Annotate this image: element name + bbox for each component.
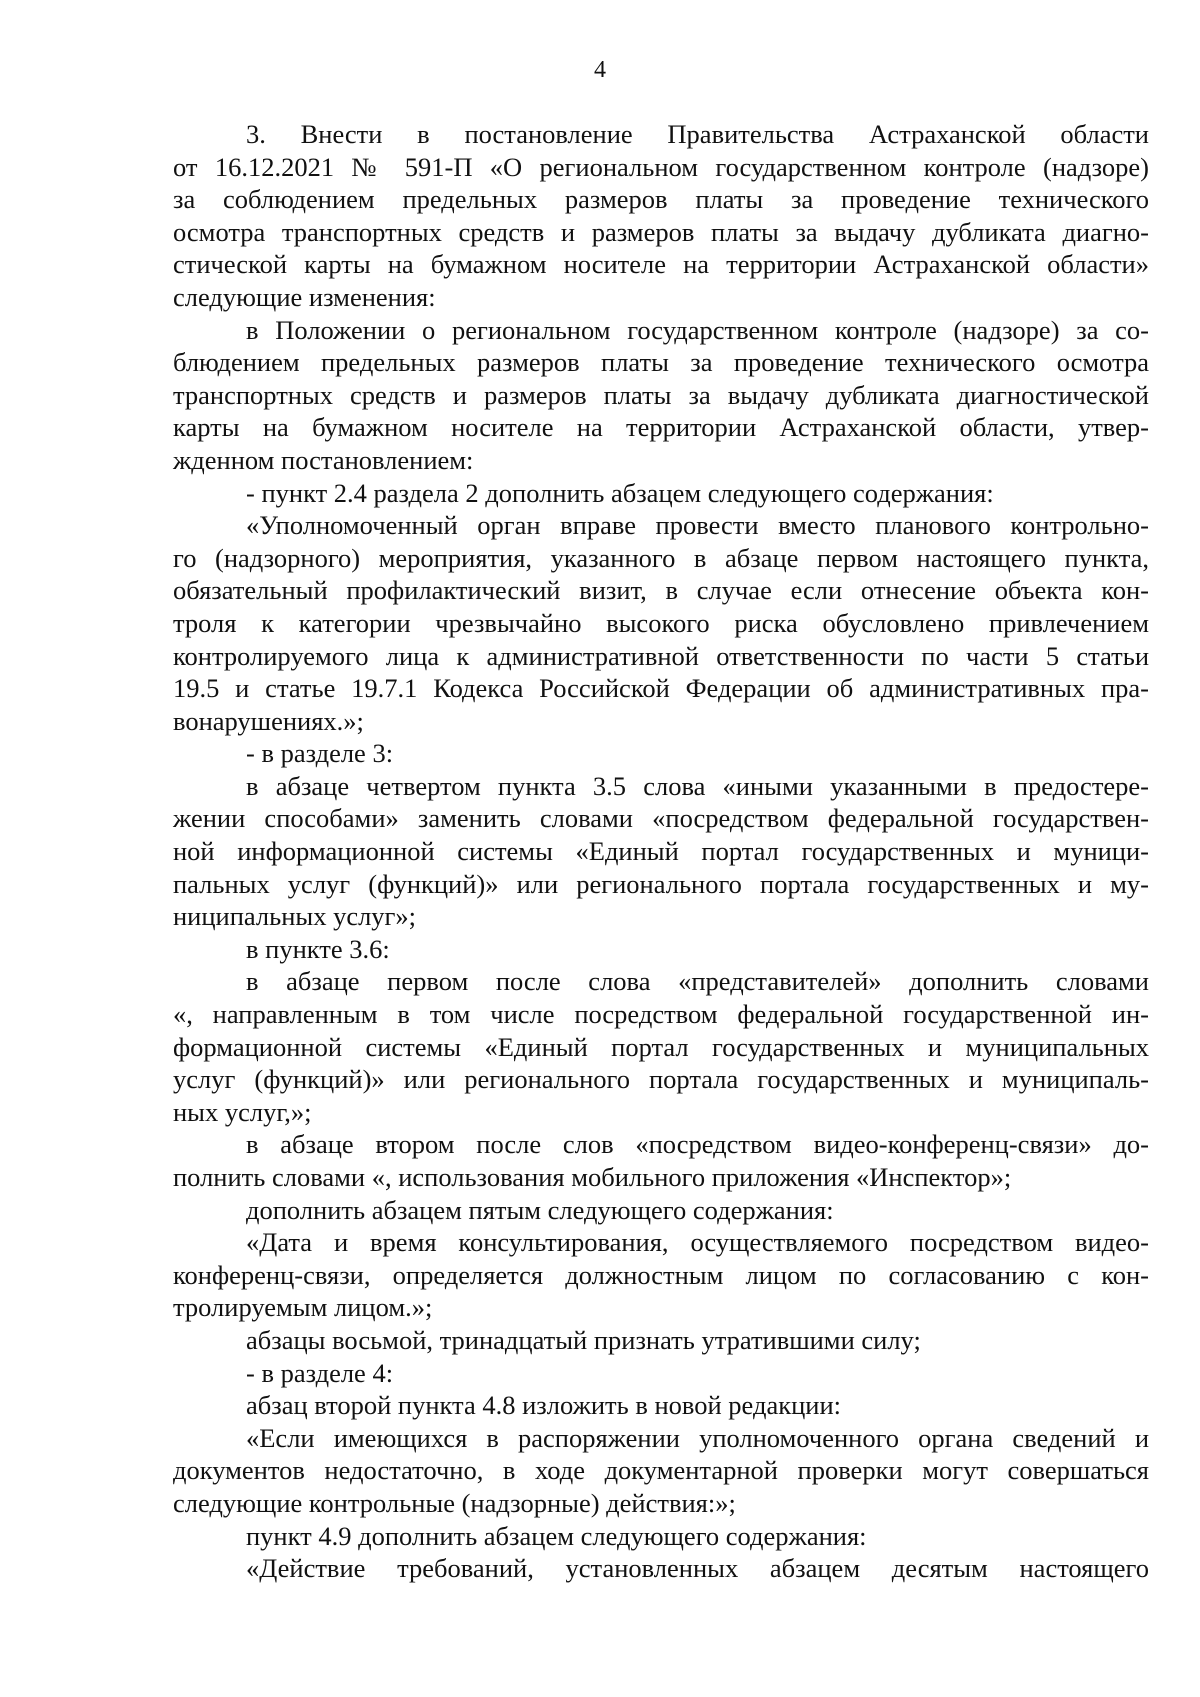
text-line: вонарушениях.»; xyxy=(173,705,364,736)
text-line: осмотра транспортных средств и размеров платы за выдачу дубликата диагно- xyxy=(173,216,1149,247)
text-line: 3. Внести в постановление Правительства Астраханской области xyxy=(246,119,1149,149)
text-line: абзацы восьмой, тринадцатый признать утратившими силу; xyxy=(246,1324,921,1355)
text-line: формационной системы «Единый портал государственных и муниципальных xyxy=(173,1031,1149,1062)
text-line: - в разделе 3: xyxy=(246,738,394,769)
text-line: контролируемого лица к административной ответственности по части 5 статьи xyxy=(173,640,1149,671)
text-line: полнить словами «, использования мобильного приложения «Инспектор»; xyxy=(173,1162,1012,1192)
text-line: за соблюдением предельных размеров платы за проведение технического xyxy=(173,184,1149,215)
text-line: «, направленным в том числе посредством федеральной государственной ин- xyxy=(173,999,1149,1030)
text-line: жденном постановлением: xyxy=(173,444,474,475)
page-number: 4 xyxy=(594,57,606,83)
text-line: карты на бумажном носителе на территории Астраханской области, утвер- xyxy=(173,412,1149,443)
text-line: стической карты на бумажном носителе на территории Астраханской области» xyxy=(173,249,1149,280)
text-line: ниципальных услуг»; xyxy=(173,901,417,932)
text-line: пальных услуг (функций)» или регионального портала государственных и му- xyxy=(173,868,1149,899)
text-line: услуг (функций)» или регионального портала государственных и муниципаль- xyxy=(173,1064,1149,1095)
text-line: документов недостаточно, в ходе документарной проверки могут совершаться xyxy=(173,1455,1149,1486)
text-line: конференц-связи, определяется должностным лицом по согласованию с кон- xyxy=(173,1259,1149,1290)
text-line: - в разделе 4: xyxy=(246,1357,394,1388)
text-line: в пункте 3.6: xyxy=(246,933,390,964)
text-line: следующие контрольные (надзорные) действия:»; xyxy=(173,1487,736,1518)
text-line: обязательный профилактический визит, в случае если отнесение объекта кон- xyxy=(173,575,1149,606)
text-line: от 16.12.2021 № 591-П «О региональном государственном контроле (надзоре) xyxy=(173,151,1149,182)
text-line: дополнить абзацем пятым следующего содержания: xyxy=(246,1194,834,1225)
text-line: блюдением предельных размеров платы за проведение технического осмотра xyxy=(173,347,1149,378)
text-line: ных услуг,»; xyxy=(173,1096,312,1127)
text-line: го (надзорного) мероприятия, указанного в абзаце первом настоящего пункта, xyxy=(173,542,1149,573)
text-line: жении способами» заменить словами «посредством федеральной государствен- xyxy=(173,803,1149,834)
text-line: троля к категории чрезвычайно высокого риска обусловлено привлечением xyxy=(173,607,1149,638)
text-line: абзац второй пункта 4.8 изложить в новой редакции: xyxy=(246,1390,841,1421)
text-line: ной информационной системы «Единый портал государственных и муници- xyxy=(173,836,1149,867)
text-line: «Уполномоченный орган вправе провести вместо планового контрольно- xyxy=(246,510,1149,541)
text-line: в абзаце втором после слов «посредством видео-конференц-связи» до- xyxy=(246,1129,1149,1160)
text-line: в Положении о региональном государственном контроле (надзоре) за со- xyxy=(246,314,1149,345)
text-line: «Дата и время консультирования, осуществляемого посредством видео- xyxy=(246,1227,1149,1258)
text-line: транспортных средств и размеров платы за выдачу дубликата диагностической xyxy=(173,379,1149,410)
text-line: «Если имеющихся в распоряжении уполномоченного органа сведений и xyxy=(246,1422,1149,1453)
text-line: в абзаце первом после слова «представителей» дополнить словами xyxy=(246,966,1149,997)
text-line: тролируемым лицом.»; xyxy=(173,1292,433,1323)
text-line: 19.5 и статье 19.7.1 Кодекса Российской Федерации об административных пра- xyxy=(173,673,1149,704)
document-body xyxy=(173,118,1149,1585)
text-line: пункт 4.9 дополнить абзацем следующего содержания: xyxy=(246,1520,867,1551)
text-line: - пункт 2.4 раздела 2 дополнить абзацем следующего содержания: xyxy=(246,477,994,508)
text-line: следующие изменения: xyxy=(173,281,436,312)
text-line: «Действие требований, установленных абзацем десятым настоящего xyxy=(246,1553,1149,1584)
text-line: в абзаце четвертом пункта 3.5 слова «иными указанными в предостере- xyxy=(246,770,1149,801)
